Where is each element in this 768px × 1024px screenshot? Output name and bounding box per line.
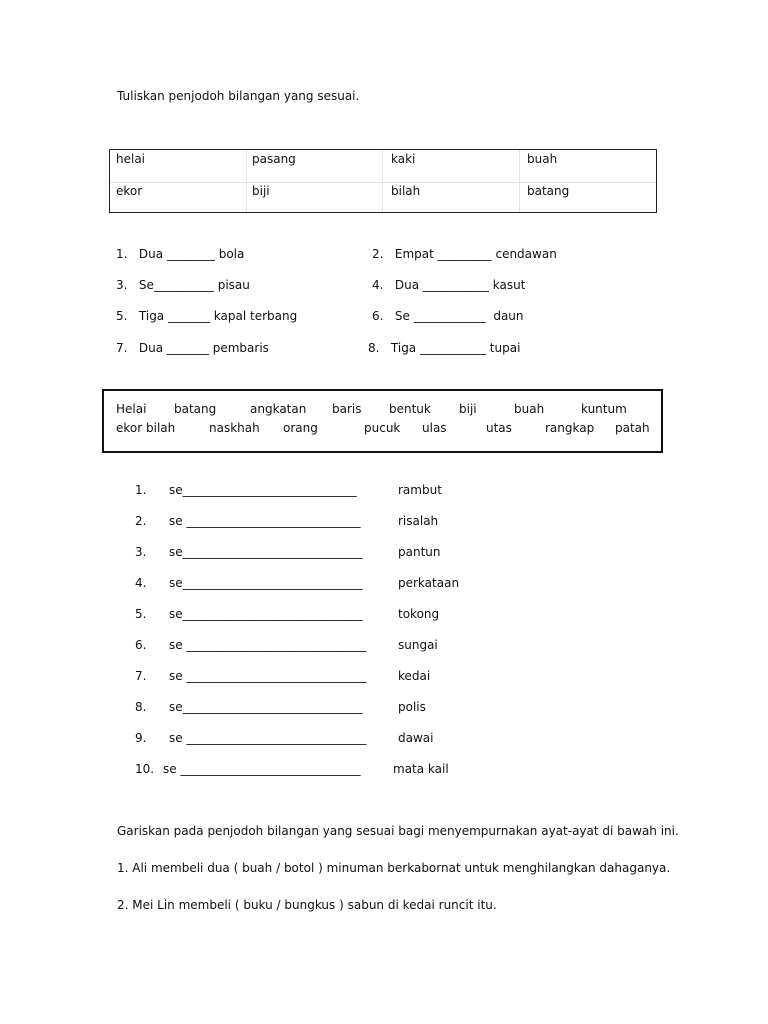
word-bank-word: naskhah — [209, 421, 260, 435]
word-bank-word: orang — [283, 421, 318, 435]
item-noun: perkataan — [398, 576, 460, 590]
item-number: 4. — [135, 576, 147, 590]
word-bank-word: ekor bilah — [116, 421, 176, 435]
exercise-item: 5. Tiga _______ kapal terbang — [116, 309, 298, 323]
word-bank-word: angkatan — [250, 402, 307, 416]
item-noun: rambut — [398, 483, 442, 497]
item-number: 10. — [135, 762, 155, 776]
word-bank-table-1 — [109, 149, 657, 213]
item-number: 7. — [135, 669, 147, 683]
table-col-divider — [519, 150, 520, 212]
word-bank-word: kuntum — [581, 402, 627, 416]
word-bank-word: pucuk — [364, 421, 401, 435]
word-bank-word: patah — [615, 421, 650, 435]
word-bank-cell: kaki — [391, 152, 416, 166]
instruction-1: Tuliskan penjodoh bilangan yang sesuai. — [117, 89, 360, 103]
item-blank: se ______________________________ — [169, 731, 367, 745]
item-number: 8. — [135, 700, 147, 714]
table-col-divider — [246, 150, 247, 212]
word-bank-word: bentuk — [389, 402, 431, 416]
exercise-item: 8. Tiga ___________ tupai — [368, 341, 521, 355]
item-noun: tokong — [398, 607, 440, 621]
item-number: 6. — [135, 638, 147, 652]
sentence: 2. Mei Lin membeli ( buku / bungkus ) sabun di kedai runcit itu. — [117, 898, 497, 912]
word-bank-word: Helai — [116, 402, 147, 416]
item-blank: se______________________________ — [169, 545, 363, 559]
table-row-divider — [110, 182, 656, 183]
table-col-divider — [382, 150, 383, 212]
word-bank-word: ulas — [422, 421, 447, 435]
item-blank: se______________________________ — [169, 700, 363, 714]
exercise-item: 2. Empat _________ cendawan — [372, 247, 557, 261]
item-number: 5. — [135, 607, 147, 621]
instruction-3: Gariskan pada penjodoh bilangan yang sesuai bagi menyempurnakan ayat-ayat di bawah ini. — [117, 824, 679, 838]
item-noun: risalah — [398, 514, 439, 528]
exercise-item: 1. Dua ________ bola — [116, 247, 245, 261]
exercise-item: 7. Dua _______ pembaris — [116, 341, 269, 355]
item-blank: se _____________________________ — [169, 514, 361, 528]
exercise-item: 6. Se ____________ daun — [372, 309, 524, 323]
word-bank-word: buah — [514, 402, 545, 416]
item-noun: mata kail — [393, 762, 449, 776]
item-noun: sungai — [398, 638, 438, 652]
item-number: 3. — [135, 545, 147, 559]
item-blank: se______________________________ — [169, 607, 363, 621]
word-bank-box-2 — [102, 389, 663, 453]
exercise-item: 3. Se__________ pisau — [116, 278, 250, 292]
item-noun: kedai — [398, 669, 431, 683]
item-blank: se_____________________________ — [169, 483, 357, 497]
item-noun: polis — [398, 700, 426, 714]
item-number: 2. — [135, 514, 147, 528]
word-bank-cell: biji — [252, 184, 270, 198]
item-number: 9. — [135, 731, 147, 745]
word-bank-word: biji — [459, 402, 477, 416]
item-blank: se ______________________________ — [163, 762, 361, 776]
word-bank-cell: ekor — [116, 184, 143, 198]
word-bank-cell: bilah — [391, 184, 421, 198]
word-bank-word: baris — [332, 402, 362, 416]
sentence: 1. Ali membeli dua ( buah / botol ) minuman berkabornat untuk menghilangkan dahaganya. — [117, 861, 671, 875]
word-bank-cell: buah — [527, 152, 558, 166]
word-bank-cell: batang — [527, 184, 570, 198]
word-bank-cell: pasang — [252, 152, 296, 166]
item-blank: se ______________________________ — [169, 638, 367, 652]
word-bank-word: rangkap — [545, 421, 595, 435]
item-blank: se______________________________ — [169, 576, 363, 590]
item-noun: pantun — [398, 545, 441, 559]
word-bank-word: utas — [486, 421, 512, 435]
word-bank-cell: helai — [116, 152, 146, 166]
word-bank-word: batang — [174, 402, 217, 416]
item-number: 1. — [135, 483, 147, 497]
item-blank: se ______________________________ — [169, 669, 367, 683]
item-noun: dawai — [398, 731, 434, 745]
exercise-item: 4. Dua ___________ kasut — [372, 278, 526, 292]
